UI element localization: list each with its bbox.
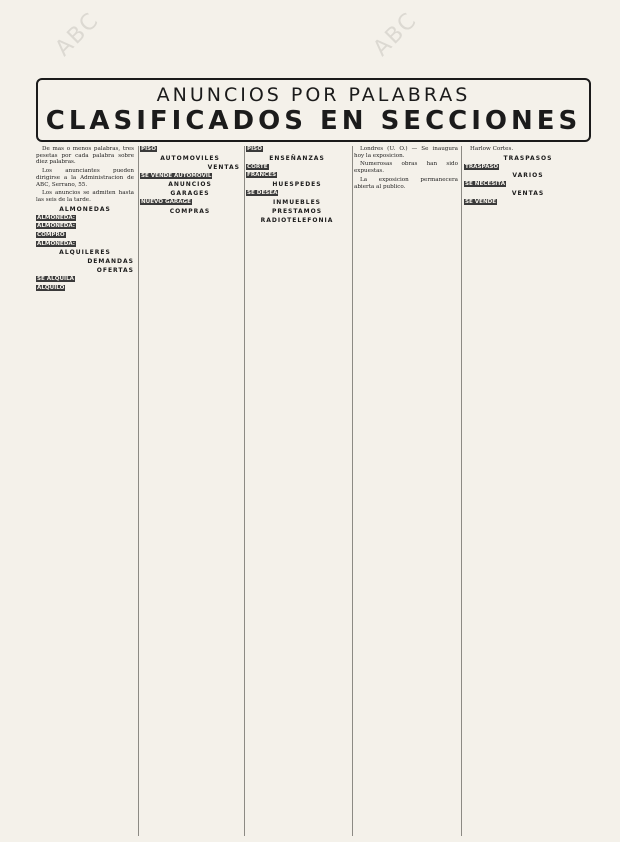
ad-keyword: ALMONEDA: bbox=[37, 240, 76, 247]
ad-keyword: NUEVO GARAGE bbox=[141, 199, 191, 206]
section-heading: COMPRAS bbox=[169, 208, 211, 216]
ad-keyword: COMPRO bbox=[37, 232, 65, 239]
section-heading: ANUNCIOS bbox=[168, 181, 212, 189]
banner-line-2: CLASIFICADOS EN SECCIONES bbox=[45, 106, 582, 136]
classified-columns bbox=[36, 146, 592, 836]
ad-keyword: SE DESEA bbox=[247, 190, 278, 197]
subsection-heading: DEMANDAS bbox=[87, 258, 134, 266]
section-heading: RADIOTELEFONIA bbox=[260, 216, 334, 224]
column-3 bbox=[246, 146, 348, 836]
classified-ad bbox=[36, 223, 134, 230]
ad-keyword: ALMONEDA: bbox=[37, 223, 76, 230]
classified-ad bbox=[36, 276, 134, 283]
classified-ad bbox=[140, 173, 240, 180]
ad-keyword: SE VENDE bbox=[465, 199, 497, 206]
classified-ad bbox=[36, 285, 134, 292]
article-paragraph: Harlow Cortes. bbox=[470, 146, 514, 152]
ad-keyword: SE ALQUILA bbox=[37, 276, 74, 283]
classified-ad bbox=[36, 215, 134, 222]
subsection-heading: OFERTAS bbox=[96, 267, 134, 275]
ad-keyword: SE VENDE AUTOMOVIL bbox=[141, 172, 212, 179]
classified-ad bbox=[246, 190, 348, 197]
section-heading: INMUEBLES bbox=[272, 198, 321, 206]
section-heading: GARAGES bbox=[170, 190, 210, 198]
section-heading: TRASPASOS bbox=[503, 154, 553, 162]
column-5 bbox=[464, 146, 592, 836]
section-heading: VENTAS bbox=[511, 190, 545, 198]
classified-ad bbox=[464, 164, 592, 171]
intro-paragraph: Los anunciantes pueden dirigirse a la Administracion de ABC, Serrano, 55. bbox=[36, 168, 134, 188]
classified-ad bbox=[246, 164, 348, 171]
article-paragraph: Numerosas obras han sido expuestas. bbox=[354, 161, 458, 175]
classified-ad bbox=[246, 172, 348, 179]
column-4 bbox=[354, 146, 458, 836]
ad-keyword: ALQUILO bbox=[37, 285, 65, 292]
subsection-heading: VENTAS bbox=[207, 163, 240, 171]
classified-ad bbox=[140, 199, 240, 206]
column-2 bbox=[140, 146, 240, 836]
ad-keyword: TRASPASO bbox=[465, 163, 499, 170]
section-heading: HUESPEDES bbox=[272, 181, 322, 189]
ad-keyword: SE NECESITA bbox=[465, 181, 506, 188]
classified-ad bbox=[464, 199, 592, 206]
section-banner bbox=[36, 78, 591, 142]
ad-keyword: FRANCES bbox=[247, 172, 277, 179]
ad-keyword: CORTE bbox=[247, 163, 268, 170]
intro-paragraph: Los anuncios se admiten hasta las seis de la tarde. bbox=[36, 190, 134, 203]
section-heading: VARIOS bbox=[512, 172, 544, 180]
classified-ad bbox=[36, 241, 134, 248]
section-heading: ALQUILERES bbox=[59, 249, 111, 257]
section-heading: ALMONEDAS bbox=[59, 205, 111, 213]
ad-keyword: PISO bbox=[141, 146, 156, 152]
intro-paragraph: De mas o menos palabras, tres pesetas por cada palabra sobre diez palabras. bbox=[36, 146, 134, 166]
classified-ad bbox=[464, 181, 592, 188]
watermark-abc-left: ABC bbox=[50, 7, 105, 62]
banner-line-1: ANUNCIOS POR PALABRAS bbox=[156, 84, 471, 106]
article-paragraph: Londres (U. O.) — Se inaugura hoy la exposicion. bbox=[354, 146, 458, 159]
watermark-abc-right: ABC bbox=[368, 7, 423, 62]
section-heading: AUTOMOVILES bbox=[160, 154, 220, 162]
ad-keyword: PISO bbox=[247, 146, 262, 152]
section-heading: ENSEÑANZAS bbox=[269, 154, 325, 162]
column-1 bbox=[36, 146, 134, 836]
classified-ad bbox=[36, 232, 134, 239]
article-paragraph: La exposicion permanecera abierta al publico. bbox=[354, 176, 458, 190]
classified-ad bbox=[140, 146, 240, 153]
ad-keyword: ALMONEDA: bbox=[37, 214, 76, 221]
section-heading: PRESTAMOS bbox=[271, 207, 323, 215]
classified-ad bbox=[246, 146, 348, 153]
